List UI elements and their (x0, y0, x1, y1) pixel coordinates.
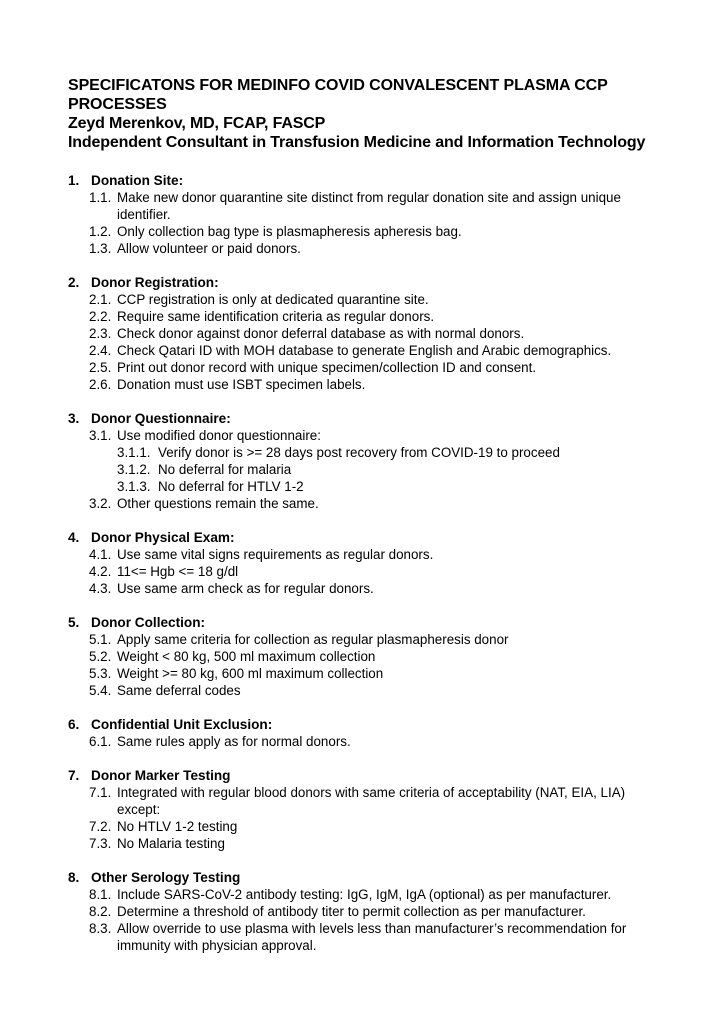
item-text: Check Qatari ID with MOH database to generate English and Arabic demographics. (117, 343, 612, 358)
item-number: 3.1. (89, 428, 112, 443)
section (68, 529, 668, 597)
list-item (89, 886, 668, 903)
sub-list-item (117, 461, 668, 478)
item-number: 5.2. (89, 649, 112, 664)
section-heading (68, 529, 668, 546)
section-items (89, 733, 668, 750)
item-number: 7.3. (89, 836, 112, 851)
section-number: 1. (68, 173, 80, 188)
item-text: Other questions remain the same. (117, 496, 319, 511)
section-number: 6. (68, 717, 80, 732)
item-text: Only collection bag type is plasmapheresis apheresis bag. (117, 224, 462, 239)
list-item (89, 546, 668, 563)
section-heading-text: Donor Collection: (91, 615, 206, 630)
item-text: Include SARS-CoV-2 antibody testing: IgG, IgM, IgA (optional) as per manufacturer. (117, 887, 612, 902)
sub-list-item (117, 478, 668, 495)
item-number: 5.3. (89, 666, 112, 681)
list-item (89, 223, 668, 240)
sub-item-number: 3.1.2. (117, 462, 151, 477)
item-number: 2.5. (89, 360, 112, 375)
item-text: Use modified donor questionnaire: (117, 428, 321, 443)
list-item (89, 495, 668, 512)
section-number: 7. (68, 768, 80, 783)
item-number: 1.3. (89, 241, 112, 256)
item-text: Make new donor quarantine site distinct from regular donation site and assign unique identifier. (117, 190, 621, 222)
section (68, 614, 668, 699)
section-heading (68, 614, 668, 631)
section-heading (68, 410, 668, 427)
section-number: 4. (68, 530, 80, 545)
section-heading-text: Donation Site: (91, 173, 184, 188)
section-heading-text: Other Serology Testing (91, 870, 241, 885)
item-number: 4.3. (89, 581, 112, 596)
section-heading-text: Donor Registration: (91, 275, 219, 290)
section-heading (68, 274, 668, 291)
item-text: Weight >= 80 kg, 600 ml maximum collection (117, 666, 384, 681)
item-number: 2.3. (89, 326, 112, 341)
document-author: Zeyd Merenkov, MD, FCAP, FASCP (68, 115, 326, 132)
section (68, 172, 668, 257)
list-item (89, 835, 668, 852)
list-item (89, 665, 668, 682)
item-text: Allow override to use plasma with levels less than manufacturer’s recommendation for immunity with physician approval. (117, 921, 627, 953)
list-item (89, 580, 668, 597)
item-number: 1.1. (89, 190, 112, 205)
item-text: CCP registration is only at dedicated quarantine site. (117, 292, 429, 307)
list-item (89, 818, 668, 835)
item-text: Apply same criteria for collection as regular plasmapheresis donor (117, 632, 509, 647)
item-text: No Malaria testing (117, 836, 225, 851)
sub-item-text: Verify donor is >= 28 days post recovery from COVID-19 to proceed (158, 445, 560, 460)
section-heading-text: Donor Physical Exam: (91, 530, 235, 545)
item-text: No HTLV 1-2 testing (117, 819, 238, 834)
item-number: 2.4. (89, 343, 112, 358)
document-title: SPECIFICATONS FOR MEDINFO COVID CONVALESCENT PLASMA CCP PROCESSES (68, 77, 608, 113)
item-number: 1.2. (89, 224, 112, 239)
sub-item-number: 3.1.3. (117, 479, 151, 494)
item-text: Use same arm check as for regular donors. (117, 581, 374, 596)
section-items (89, 631, 668, 699)
item-number: 7.1. (89, 785, 112, 800)
section-heading (68, 767, 668, 784)
list-item (89, 325, 668, 342)
list-item (89, 784, 668, 818)
item-number: 2.2. (89, 309, 112, 324)
item-number: 5.1. (89, 632, 112, 647)
list-item (89, 427, 668, 444)
item-text: Use same vital signs requirements as regular donors. (117, 547, 434, 562)
item-number: 6.1. (89, 734, 112, 749)
list-item (89, 920, 668, 954)
sub-items (117, 444, 668, 495)
section-heading-text: Donor Questionnaire: (91, 411, 231, 426)
item-number: 4.2. (89, 564, 112, 579)
item-number: 8.1. (89, 887, 112, 902)
document-affiliation: Independent Consultant in Transfusion Medicine and Information Technology (68, 134, 646, 151)
item-text: Integrated with regular blood donors with same criteria of acceptability (NAT, EIA, LIA) except: (117, 785, 626, 817)
list-item (89, 376, 668, 393)
section-items (89, 189, 668, 257)
section-heading-text: Confidential Unit Exclusion: (91, 717, 273, 732)
section-items (89, 784, 668, 852)
item-text: Determine a threshold of antibody titer to permit collection as per manufacturer. (117, 904, 586, 919)
list-item (89, 563, 668, 580)
list-item (89, 291, 668, 308)
section (68, 869, 668, 954)
section-heading (68, 172, 668, 189)
item-number: 2.6. (89, 377, 112, 392)
item-number: 7.2. (89, 819, 112, 834)
item-text: Same rules apply as for normal donors. (117, 734, 351, 749)
list-item (89, 682, 668, 699)
section (68, 767, 668, 852)
section-number: 3. (68, 411, 80, 426)
item-text: Require same identification criteria as regular donors. (117, 309, 435, 324)
section (68, 410, 668, 512)
document-page (68, 76, 668, 971)
item-number: 2.1. (89, 292, 112, 307)
list-item (89, 189, 668, 223)
list-item (89, 733, 668, 750)
item-text: Donation must use ISBT specimen labels. (117, 377, 366, 392)
item-number: 8.2. (89, 904, 112, 919)
section-items (89, 427, 668, 512)
list-item (89, 631, 668, 648)
list-item (89, 240, 668, 257)
sub-list-item (117, 444, 668, 461)
section-items (89, 291, 668, 393)
section-items (89, 886, 668, 954)
item-number: 8.3. (89, 921, 112, 936)
item-number: 4.1. (89, 547, 112, 562)
item-text: Same deferral codes (117, 683, 241, 698)
list-item (89, 359, 668, 376)
list-item (89, 648, 668, 665)
section (68, 274, 668, 393)
list-item (89, 903, 668, 920)
section-heading (68, 869, 668, 886)
section-items (89, 546, 668, 597)
section (68, 716, 668, 750)
item-text: Allow volunteer or paid donors. (117, 241, 301, 256)
sections-list (68, 172, 668, 954)
item-number: 3.2. (89, 496, 112, 511)
sub-item-text: No deferral for malaria (158, 462, 292, 477)
item-text: Print out donor record with unique specimen/collection ID and consent. (117, 360, 537, 375)
sub-item-number: 3.1.1. (117, 445, 151, 460)
section-number: 8. (68, 870, 80, 885)
sub-item-text: No deferral for HTLV 1-2 (158, 479, 304, 494)
list-item (89, 342, 668, 359)
section-number: 5. (68, 615, 80, 630)
item-text: 11<= Hgb <= 18 g/dl (117, 564, 239, 579)
section-heading-text: Donor Marker Testing (91, 768, 231, 783)
section-number: 2. (68, 275, 80, 290)
section-heading (68, 716, 668, 733)
item-text: Weight < 80 kg, 500 ml maximum collection (117, 649, 376, 664)
item-text: Check donor against donor deferral database as with normal donors. (117, 326, 525, 341)
list-item (89, 308, 668, 325)
item-number: 5.4. (89, 683, 112, 698)
